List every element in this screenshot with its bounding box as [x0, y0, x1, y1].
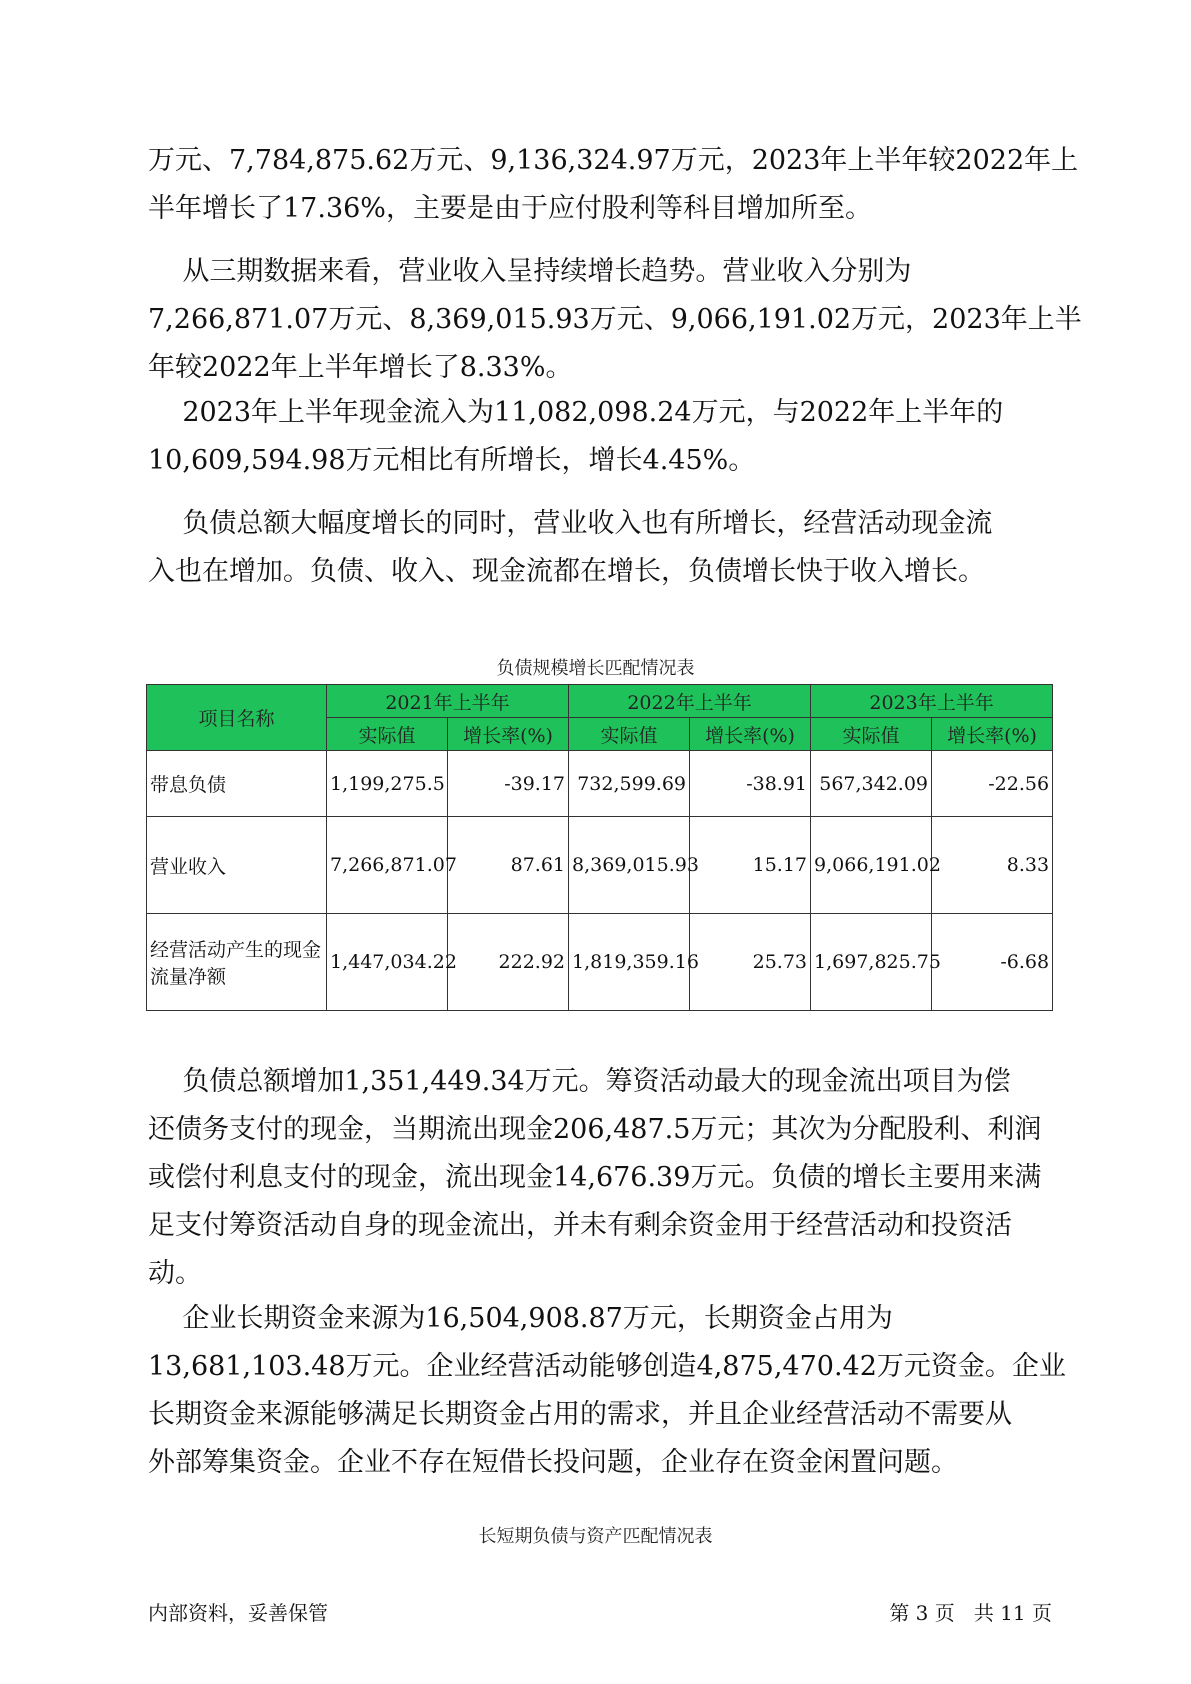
header-period: 2023年上半年 [811, 685, 1053, 718]
text-line: 7,266,871.07万元、8,369,015.93万元、9,066,191.02万元，2023年上半 [148, 304, 1082, 335]
text-line: 负债总额增加1,351,449.34万元。筹资活动最大的现金流出项目为偿 [148, 1066, 1011, 1097]
text-line: 2023年上半年现金流入为11,082,098.24万元，与2022年上半年的 [148, 397, 1004, 428]
cell-actual: 9,066,191.02 [811, 817, 932, 914]
text-line: 年较2022年上半年增长了8.33%。 [148, 352, 573, 383]
text-line: 负债总额大幅度增长的同时，营业收入也有所增长，经营活动现金流 [148, 508, 993, 539]
cell-actual: 1,447,034.22 [327, 914, 448, 1011]
paragraph-2 [148, 248, 1082, 392]
text-line: 万元、7,784,875.62万元、9,136,324.97万元，2023年上半年较2022年上 [148, 145, 1079, 176]
cell-growth: 8.33 [932, 817, 1053, 914]
text-line: 还债务支付的现金，当期流出现金206,487.5万元；其次为分配股利、利润 [148, 1114, 1042, 1145]
text-line: 企业长期资金来源为16,504,908.87万元，长期资金占用为 [148, 1303, 893, 1334]
header-growth: 增长率(%) [448, 718, 569, 751]
cell-actual: 732,599.69 [569, 751, 690, 817]
header-period: 2021年上半年 [327, 685, 569, 718]
row-name: 带息负债 [147, 751, 327, 817]
debt-growth-table [146, 684, 1053, 1011]
cell-actual: 8,369,015.93 [569, 817, 690, 914]
table-caption: 负债规模增长匹配情况表 [496, 658, 695, 679]
table-row [147, 817, 1053, 914]
table-row [147, 751, 1053, 817]
text-line: 动。 [148, 1258, 202, 1289]
header-growth: 增长率(%) [932, 718, 1053, 751]
cell-growth: -22.56 [932, 751, 1053, 817]
text-line: 长期资金来源能够满足长期资金占用的需求，并且企业经营活动不需要从 [148, 1399, 1012, 1430]
text-line: 13,681,103.48万元。企业经营活动能够创造4,875,470.42万元资金。企业 [148, 1351, 1066, 1382]
cell-actual: 567,342.09 [811, 751, 932, 817]
cell-growth: -39.17 [448, 751, 569, 817]
header-period: 2022年上半年 [569, 685, 811, 718]
row-name: 经营活动产生的现金流量净额 [147, 914, 327, 1011]
cell-actual: 1,697,825.75 [811, 914, 932, 1011]
cell-growth: 15.17 [690, 817, 811, 914]
header-item-name: 项目名称 [147, 685, 327, 751]
table-row [147, 914, 1053, 1011]
text-line: 或偿付利息支付的现金，流出现金14,676.39万元。负债的增长主要用来满 [148, 1162, 1042, 1193]
text-line: 从三期数据来看，营业收入呈持续增长趋势。营业收入分别为 [148, 256, 912, 287]
cell-actual: 1,199,275.5 [327, 751, 448, 817]
cell-growth: 87.61 [448, 817, 569, 914]
footer-page-number: 第 3 页 共 11 页 [889, 1601, 1052, 1625]
text-line: 10,609,594.98万元相比有所增长，增长4.45%。 [148, 445, 756, 476]
cell-actual: 7,266,871.07 [327, 817, 448, 914]
text-line: 足支付筹资活动自身的现金流出，并未有剩余资金用于经营活动和投资活 [148, 1210, 1012, 1241]
header-growth: 增长率(%) [690, 718, 811, 751]
text-line: 入也在增加。负债、收入、现金流都在增长，负债增长快于收入增长。 [148, 556, 985, 587]
cell-growth: -6.68 [932, 914, 1053, 1011]
header-actual: 实际值 [811, 718, 932, 751]
footer-confidential: 内部资料，妥善保管 [148, 1601, 328, 1625]
row-name: 营业收入 [147, 817, 327, 914]
paragraph-3 [148, 389, 1048, 485]
cell-actual: 1,819,359.16 [569, 914, 690, 1011]
cell-growth: 222.92 [448, 914, 569, 1011]
paragraph-5 [148, 1058, 1048, 1298]
paragraph-1 [148, 137, 1079, 233]
table-caption: 长短期负债与资产匹配情况表 [478, 1526, 713, 1547]
paragraph-6 [148, 1295, 1066, 1487]
cell-growth: -38.91 [690, 751, 811, 817]
header-actual: 实际值 [327, 718, 448, 751]
text-line: 半年增长了17.36%，主要是由于应付股利等科目增加所至。 [148, 193, 872, 224]
header-actual: 实际值 [569, 718, 690, 751]
paragraph-4 [148, 500, 1048, 596]
cell-growth: 25.73 [690, 914, 811, 1011]
text-line: 外部筹集资金。企业不存在短借长投问题，企业存在资金闲置问题。 [148, 1447, 958, 1478]
